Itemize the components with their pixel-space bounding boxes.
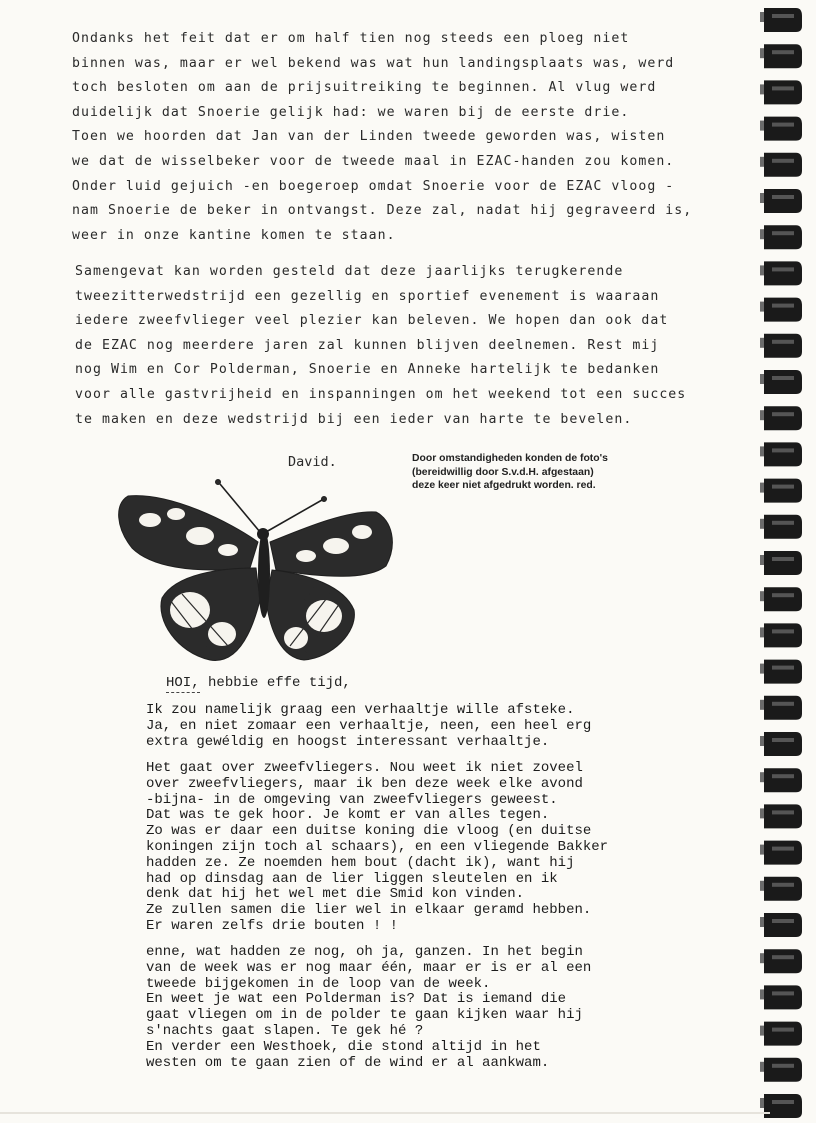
text-line: we dat de wisselbeker voor de tweede maal in EZAC-handen zou komen. [72, 153, 675, 169]
text-line: duidelijk dat Snoerie gelijk had: we waren bij de eerste drie. [72, 104, 630, 120]
binding-ring [760, 515, 802, 539]
binding-ring [760, 153, 802, 177]
binding-ring [760, 189, 802, 213]
text-line: Onder luid gejuich -en boegeroep omdat Snoerie voor de EZAC vloog - [72, 178, 675, 194]
text-line: hadden ze. Ze noemden hem bout (dacht ik), want hij [146, 854, 575, 871]
text-line: Ze zullen samen die lier wel in elkaar geramd hebben. [146, 902, 592, 919]
article-paragraph-1 [72, 27, 692, 248]
text-line: Zo was er daar een duitse koning die vloog (en duitse [146, 823, 592, 840]
binding-ring [760, 587, 802, 611]
binding-ring [760, 913, 802, 937]
text-line: tweezitterwedstrijd een gezellig en sportief evenement is waaraan [75, 288, 660, 304]
binding-ring [760, 80, 802, 104]
text-line: Ondanks het feit dat er om half tien nog steeds een ploeg niet [72, 31, 630, 46]
binding-ring [760, 949, 802, 973]
photo-note-line: Door omstandigheden konden de foto's [412, 453, 608, 464]
text-line: koningen zijn toch al schaars), en een vliegende Bakker [146, 838, 609, 855]
article-paragraph-2 [75, 260, 686, 432]
binding-ring [760, 225, 802, 249]
binding-ring [760, 44, 802, 68]
binding-ring [760, 768, 802, 792]
text-line: de EZAC nog meerdere jaren zal kunnen blijven deelnemen. Rest mij [75, 337, 660, 353]
text-line: Ja, en niet zomaar een verhaaltje, neen, een heel erg [146, 717, 592, 734]
binding-ring [760, 261, 802, 285]
letter-block-1 [146, 703, 591, 750]
binding-ring [760, 1094, 802, 1118]
text-line: extra gewéldig en hoogst interessant verhaaltje. [146, 733, 550, 750]
butterfly-icon [110, 470, 410, 670]
text-line: En verder een Westhoek, die stond altijd in het [146, 1038, 541, 1055]
text-line: nog Wim en Cor Polderman, Snoerie en Anneke hartelijk te bedanken [75, 362, 660, 378]
letter-block-2 [146, 761, 608, 935]
binding-ring [760, 551, 802, 575]
author-signature: David. [288, 454, 337, 470]
text-line: Dat was te gek hoor. Je komt er van alles tegen. [146, 807, 550, 824]
page-edge-divider [0, 1112, 770, 1114]
binding-ring [760, 117, 802, 141]
text-line: En weet je wat een Polderman is? Dat is iemand die [146, 991, 567, 1008]
text-line: -bijna- in de omgeving van zweefvliegers geweest. [146, 791, 558, 808]
text-line: s'nachts gaat slapen. Te gek hé ? [146, 1022, 424, 1039]
text-line: Er waren zelfs drie bouten ! ! [146, 917, 399, 934]
binding-ring [760, 623, 802, 647]
binding-ring [760, 804, 802, 828]
text-line: nam Snoerie de beker in ontvangst. Deze zal, nadat hij gegraveerd is, [72, 203, 693, 219]
text-line: van de week was er nog maar één, maar er is er al een [146, 959, 592, 976]
photo-note-line: deze keer niet afgedrukt worden. red. [412, 480, 596, 491]
text-line: weer in onze kantine komen te staan. [72, 227, 396, 243]
binding-ring [760, 298, 802, 322]
binding-ring [760, 696, 802, 720]
binding-ring [760, 660, 802, 684]
binding-ring [760, 8, 802, 32]
letter-block-3 [146, 945, 591, 1071]
text-line: Samengevat kan worden gesteld dat deze jaarlijks terugkerende [75, 264, 624, 279]
binding-ring [760, 841, 802, 865]
text-line: toch besloten om aan de prijsuitreiking te beginnen. Al vlug werd [72, 80, 657, 96]
text-line: over zweefvliegers, maar ik ben deze week elke avond [146, 775, 583, 792]
text-line: voor alle gastvrijheid en inspanningen om het weekend tot een succes [75, 386, 687, 402]
text-line: iedere zweefvlieger veel plezier kan beleven. We hopen dan ook dat [75, 313, 669, 329]
text-line: te maken en deze wedstrijd bij een ieder van harte te bevelen. [75, 411, 633, 427]
greeting-rest: hebbie effe tijd, [199, 675, 351, 691]
text-line: had op dinsdag aan de lier liggen sleutelen en ik [146, 870, 558, 887]
text-line: Toen we hoorden dat Jan van der Linden tweede geworden was, wisten [72, 129, 666, 145]
photo-note [412, 452, 608, 493]
text-line: binnen was, maar er wel bekend was wat hun landingsplaats was, werd [72, 55, 675, 71]
binding-ring [760, 1058, 802, 1082]
binding-ring [760, 877, 802, 901]
binding-ring [760, 406, 802, 430]
binding-ring [760, 985, 802, 1009]
greeting-word: HOI, [166, 675, 200, 691]
text-line: gaat vliegen om in de polder te gaan kijken waar hij [146, 1007, 583, 1024]
binding-ring [760, 479, 802, 503]
text-line: Ik zou namelijk graag een verhaaltje wille afsteke. [146, 702, 575, 718]
photo-note-line: (bereidwillig door S.v.d.H. afgestaan) [412, 466, 594, 478]
text-line: Het gaat over zweefvliegers. Nou weet ik niet zoveel [146, 760, 583, 776]
binding-ring [760, 442, 802, 466]
binding-ring [760, 732, 802, 756]
text-line: westen om te gaan zien of de wind er al aankwam. [146, 1054, 550, 1071]
text-line: denk dat hij het wel met die Smid kon vinden. [146, 886, 525, 903]
binding-ring [760, 1022, 802, 1046]
spiral-binding-icon [752, 0, 816, 1123]
text-line: tweede bijgekomen in de loop van de week. [146, 975, 491, 992]
binding-ring [760, 334, 802, 358]
letter-greeting [166, 675, 351, 691]
text-line: enne, wat hadden ze nog, oh ja, ganzen. In het begin [146, 944, 583, 960]
binding-ring [760, 370, 802, 394]
